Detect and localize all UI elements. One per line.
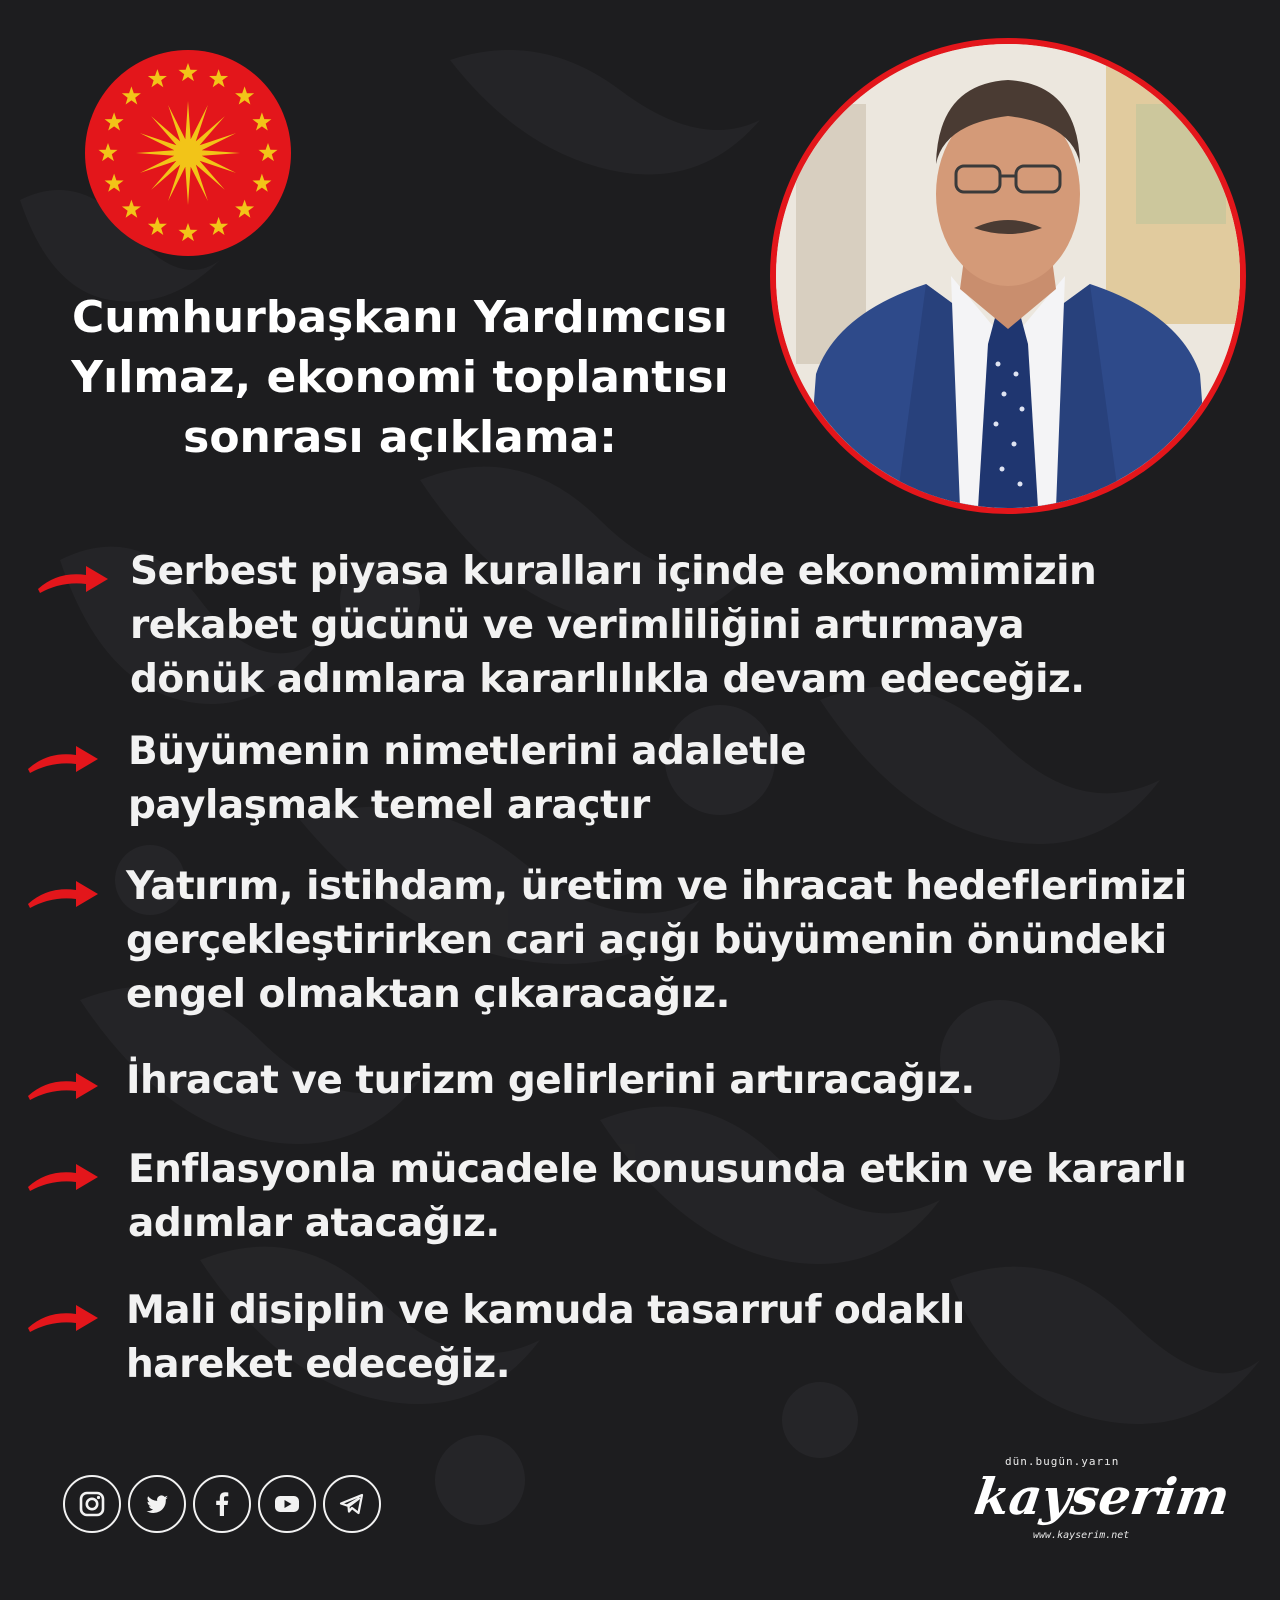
statement-line: Yatırım, istihdam, üretim ve ihracat hedeflerimizi [126,864,1187,909]
statement-line: adımlar atacağız. [128,1201,500,1246]
brand-name: kayserim [970,1467,1234,1526]
instagram-icon[interactable] [63,1475,121,1533]
statement-text [128,725,806,833]
red-arrow-icon [26,1070,100,1104]
statement-line: Serbest piyasa kuralları içinde ekonomimizin [130,549,1097,594]
statement-line: dönük adımlara kararlılıkla devam edeceğiz. [130,657,1085,702]
statement-text [126,860,1187,1022]
twitter-icon[interactable] [128,1475,186,1533]
facebook-icon[interactable] [193,1475,251,1533]
portrait-photo [770,38,1246,514]
statement-line: Büyümenin nimetlerini adaletle [128,729,807,774]
statement-text [126,1054,975,1108]
brand-tagline: dün.bugün.yarın [1005,1455,1120,1468]
statement-line: gerçekleştirirken cari açığı büyümenin önündeki [126,918,1167,963]
red-arrow-icon [26,743,100,777]
statement-line: İhracat ve turizm gelirlerini artıracağız. [126,1058,975,1103]
statement-text [128,1143,1186,1251]
statement-line: Mali disiplin ve kamuda tasarruf odaklı [126,1288,965,1333]
headline-line-2: Yılmaz, ekonomi toplantısı [71,352,729,403]
headline-line-3: sonrası açıklama: [183,412,617,463]
statement-line: hareket edeceğiz. [126,1342,511,1387]
headline [40,288,760,468]
telegram-icon[interactable] [323,1475,381,1533]
social-links [63,1475,381,1537]
statement-line: rekabet gücünü ve verimliliğini artırmaya [130,603,1025,648]
brand-url: www.kayserim.net [1033,1530,1130,1541]
statement-text [130,545,1096,707]
headline-line-1: Cumhurbaşkanı Yardımcısı [72,292,728,343]
presidential-seal-icon [83,48,293,258]
statement-line: engel olmaktan çıkaracağız. [126,972,730,1017]
statement-text [126,1284,965,1392]
red-arrow-icon [36,563,110,597]
red-arrow-icon [26,878,100,912]
person-portrait [776,44,1240,508]
red-arrow-icon [26,1302,100,1336]
statement-line: Enflasyonla mücadele konusunda etkin ve kararlı [128,1147,1187,1192]
red-arrow-icon [26,1161,100,1195]
statement-line: paylaşmak temel araçtır [128,783,650,828]
youtube-icon[interactable] [258,1475,316,1533]
brand-logo [970,1455,1234,1551]
